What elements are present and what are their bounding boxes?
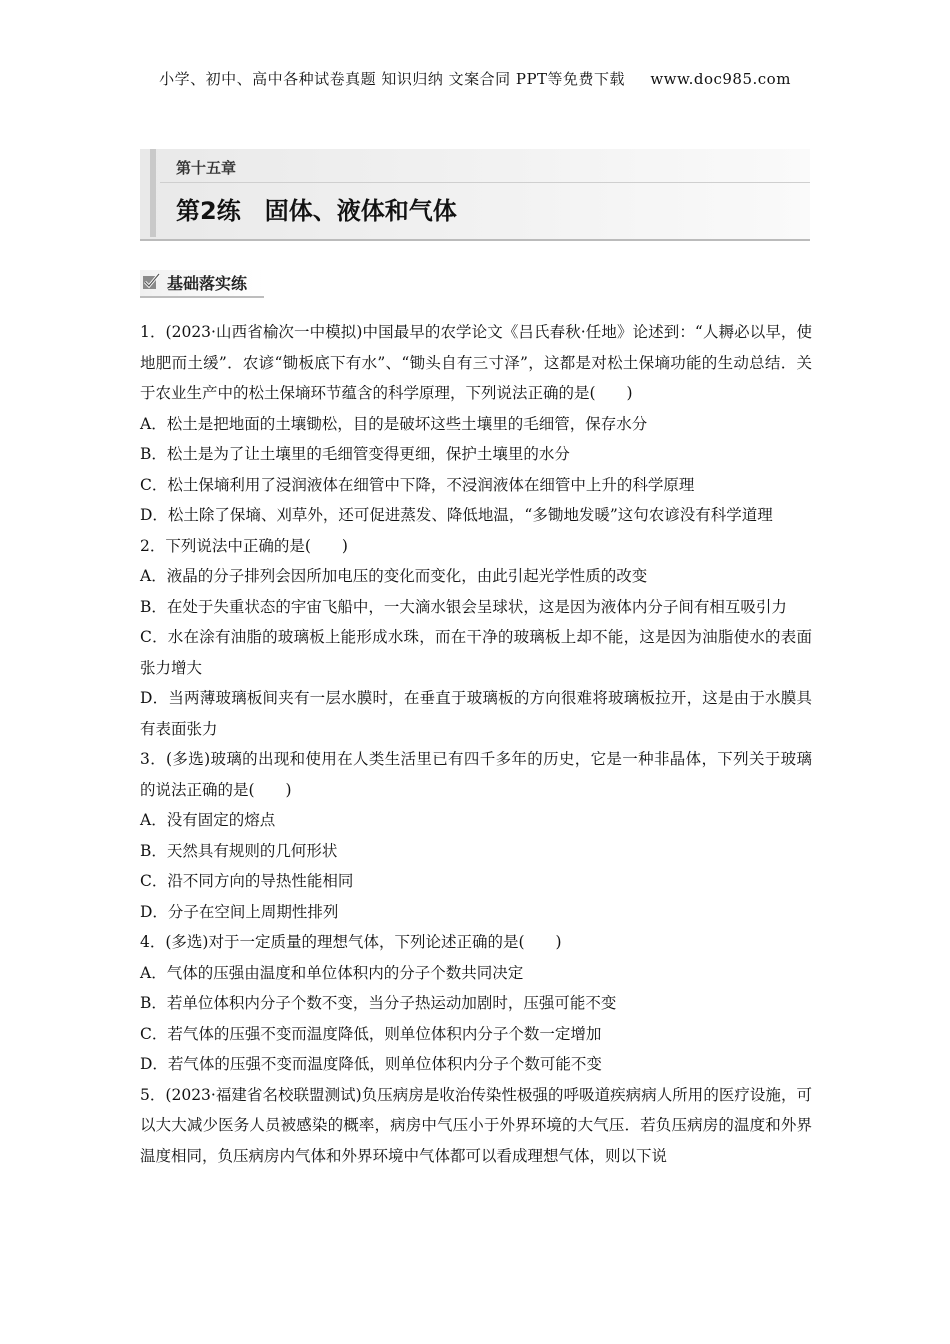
option-d: D．分子在空间上周期性排列 [140,902,339,921]
question-list [140,317,812,1171]
option-c: C．沿不同方向的导热性能相同 [140,872,354,890]
option-c: C．水在涂有油脂的玻璃板上能形成水珠，而在干净的玻璃板上却不能，这是因为油脂使水的表面张力增大 [140,628,812,677]
question-stem: 3．(多选)玻璃的出现和使用在人类生活里已有四千多年的历史，它是一种非晶体，下列关于玻璃的说法正确的是( ) [140,750,812,799]
chapter-header [140,149,810,241]
option-a: A．液晶的分子排列会因所加电压的变化而变化，由此引起光学性质的改变 [140,567,648,585]
question-stem: 1．(2023·山西省榆次一中模拟)中国最早的农学论文《吕氏春秋·任地》论述到：“人耨必以早，使地肥而土缓”．农谚“锄板底下有水”、“锄头自有三寸泽”，这都是对松土保墒功能的生动总结．关于农业生产中的松土保墒环节蕴含的科学原理，下列说法正确的是( ) [140,323,812,402]
question-stem: 5．(2023·福建省名校联盟测试)负压病房是收治传染性极强的呼吸道疾病病人所用的医疗设施，可以大大减少医务人员被感染的概率，病房中气压小于外界环境的大气压．若负压病房的温度和外界温度相同，负压病房内气体和外界环境中气体都可以看成理想气体，则以下说 [140,1085,812,1165]
option-d: D．若气体的压强不变而温度降低，则单位体积内分子个数可能不变 [140,1055,602,1073]
option-d: D．松土除了保墒、刈草外，还可促进蒸发、降低地温，“多锄地发暖”这句农谚没有科学道理 [140,506,773,524]
option-b: B．天然具有规则的几何形状 [140,841,338,860]
option-b: B．在处于失重状态的宇宙飞船中，一大滴水银会呈球状，这是因为液体内分子间有相互吸引力 [140,597,787,616]
option-a: A．气体的压强由温度和单位体积内的分子个数共同决定 [140,963,524,982]
option-d: D．当两薄玻璃板间夹有一层水膜时，在垂直于玻璃板的方向很难将玻璃板拉开，这是由于水膜具有表面张力 [140,689,812,738]
option-b: B．松土是为了让土壤里的毛细管变得更细，保护土壤里的水分 [140,445,570,463]
option-b: B．若单位体积内分子个数不变，当分子热运动加剧时，压强可能不变 [140,994,617,1012]
option-a: A．松土是把地面的土壤锄松，目的是破坏这些土壤里的毛细管，保存水分 [140,414,648,433]
page-title: 第2练 固体、液体和气体 [176,197,457,225]
question-stem: 2．下列说法中正确的是( ) [140,536,348,555]
section-heading [140,270,264,298]
question-stem: 4．(多选)对于一定质量的理想气体，下列论述正确的是( ) [140,933,562,951]
banner-text: 小学、初中、高中各种试卷真题 知识归纳 文案合同 PPT等免费下载 [159,70,626,88]
option-c: C．松土保墒利用了浸润液体在细管中下降，不浸润液体在细管中上升的科学原理 [140,475,695,494]
chapter-label: 第十五章 [176,159,237,177]
option-c: C．若气体的压强不变而温度降低，则单位体积内分子个数一定增加 [140,1024,602,1043]
chapter-accent-bar [150,149,156,237]
section-title: 基础落实练 [167,274,248,293]
banner-url[interactable]: www.doc985.com [650,70,791,88]
option-a: A．没有固定的熔点 [140,811,276,829]
chapter-divider [160,182,810,183]
checkbox-check-icon [142,272,160,290]
site-banner [0,68,950,89]
